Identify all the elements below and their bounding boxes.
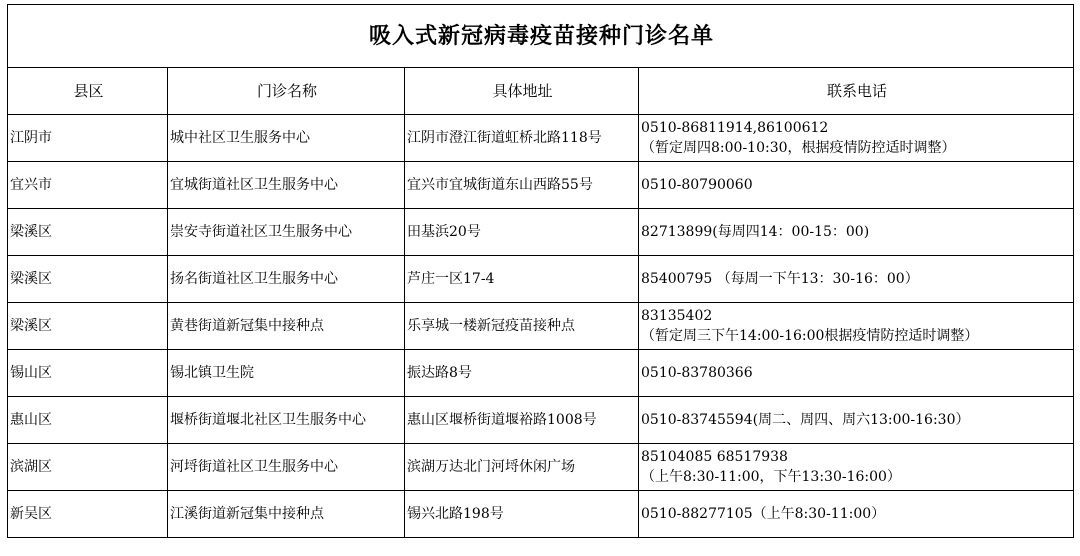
district-cell: 新吴区 [8,491,168,538]
clinic-name-cell: 宜城街道社区卫生服务中心 [168,162,405,209]
address-cell: 乐享城一楼新冠疫苗接种点 [405,303,639,350]
address-cell: 宜兴市宜城街道东山西路55号 [405,162,639,209]
phone-line: （暂定周四8:00-10:30，根据疫情防控适时调整） [641,140,956,156]
clinic-name-cell: 崇安寺街道社区卫生服务中心 [168,209,405,256]
district-cell: 江阴市 [8,115,168,162]
title-row [8,5,1074,68]
phone-line: （上午8:30-11:00，下午13:30-16:00） [641,469,901,485]
address-cell: 芦庄一区17-4 [405,256,639,303]
header-row [8,68,1074,115]
phone-cell [639,303,1074,350]
phone-line: 85400795 （每周一下午13：30-16：00） [641,271,919,287]
phone-line: 0510-83780366 [641,365,753,381]
clinic-name-cell: 河埒街道社区卫生服务中心 [168,444,405,491]
clinic-name-cell: 堰桥街道堰北社区卫生服务中心 [168,397,405,444]
address-cell: 滨湖万达北门河埒休闲广场 [405,444,639,491]
phone-line: 0510-83745594(周二、周四、周六13:00-16:30） [641,412,970,428]
clinic-name-cell: 黄巷街道新冠集中接种点 [168,303,405,350]
phone-cell [639,209,1074,256]
table-row [8,162,1074,209]
table-row [8,491,1074,538]
address-cell: 振达路8号 [405,350,639,397]
table-row [8,115,1074,162]
address-cell: 田基浜20号 [405,209,639,256]
table-row [8,397,1074,444]
phone-line: 0510-86811914,86100612 [641,120,829,136]
table-title: 吸入式新冠病毒疫苗接种门诊名单 [8,5,1074,68]
phone-cell [639,350,1074,397]
district-cell: 惠山区 [8,397,168,444]
phone-line: 83135402 [641,308,713,324]
table-row [8,444,1074,491]
clinic-name-cell: 锡北镇卫生院 [168,350,405,397]
header-district: 县区 [8,68,168,115]
phone-cell [639,256,1074,303]
header-clinic-name: 门诊名称 [168,68,405,115]
table-row [8,303,1074,350]
table-row [8,350,1074,397]
clinic-name-cell: 城中社区卫生服务中心 [168,115,405,162]
header-address: 具体地址 [405,68,639,115]
phone-line: 0510-80790060 [641,177,753,193]
clinic-name-cell: 扬名街道社区卫生服务中心 [168,256,405,303]
phone-cell [639,115,1074,162]
phone-cell [639,444,1074,491]
table-row [8,256,1074,303]
district-cell: 锡山区 [8,350,168,397]
district-cell: 梁溪区 [8,209,168,256]
phone-line: 0510-88277105（上午8:30-11:00） [641,506,886,522]
phone-line: 85104085 68517938 [641,449,788,465]
clinic-name-cell: 江溪街道新冠集中接种点 [168,491,405,538]
address-cell: 惠山区堰桥街道堰裕路1008号 [405,397,639,444]
phone-cell [639,491,1074,538]
address-cell: 江阴市澄江街道虹桥北路118号 [405,115,639,162]
phone-line: （暂定周三下午14:00-16:00根据疫情防控适时调整） [641,328,979,344]
phone-line: 82713899(每周四14：00-15：00) [641,224,870,240]
district-cell: 梁溪区 [8,256,168,303]
phone-cell [639,397,1074,444]
district-cell: 宜兴市 [8,162,168,209]
district-cell: 滨湖区 [8,444,168,491]
header-phone: 联系电话 [639,68,1074,115]
district-cell: 梁溪区 [8,303,168,350]
clinic-table [7,4,1074,538]
address-cell: 锡兴北路198号 [405,491,639,538]
table-row [8,209,1074,256]
phone-cell [639,162,1074,209]
